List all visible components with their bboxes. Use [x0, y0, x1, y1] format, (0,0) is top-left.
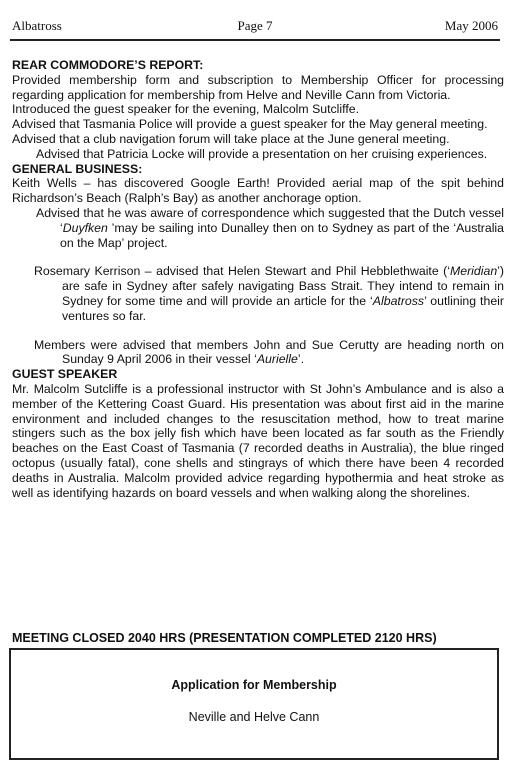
paragraph-indented: Advised that Patricia Locke will provide a presentation on her cruising experiences. — [36, 146, 488, 161]
page-header — [12, 18, 498, 38]
page-number: Page 7 — [237, 18, 273, 33]
section-heading-rear-commodore: REAR COMMODORE’S REPORT: — [12, 58, 204, 72]
meeting-closed-line: MEETING CLOSED 2040 HRS (PRESENTATION COMPLETED 2120 HRS) — [12, 631, 437, 645]
membership-box-names: Neville and Helve Cann — [188, 710, 320, 724]
section-heading-general-business: GENERAL BUSINESS: — [12, 161, 143, 176]
paragraph: Mr. Malcolm Sutcliffe is a professional instructor with St John’s Ambulance and is also a member of the Kettering Coast Guard. His presentation was about first aid in the marine environment and included changes to the resuscitation method, how to treat marine stingers such as the box jelly fish which have been located as far south as the Friendly beaches on the East Coast of Tasmania (7 recorded deaths in Australia), the blue ringed octopus (usually fatal), cone shells and stingrays of which there have been 4 recorded deaths in Australia. Malcolm provided advice regarding hypothermia and heat stroke as well as identifying hazards on board vessels and when walking along the shorelines. — [12, 381, 504, 500]
paragraph-indented: Rosemary Kerrison – advised that Helen Stewart and Phil Hebblethwaite (‘Meridian’) are safe in Sydney after safely navigating Bass Strait. They intend to remain in Sydney for some time and will provide an article for the ‘Albatross’ outlining their ventures so far. — [34, 264, 504, 323]
paragraph-indented: Advised that he was aware of correspondence which suggested that the Dutch vessel ‘Duyfken ’may be sailing into Dunalley then on to Sydney as part of the ‘Australia on the Map’ project. — [36, 205, 504, 250]
page-body — [12, 58, 504, 500]
paragraph: Introduced the guest speaker for the evening, Malcolm Sutcliffe. — [12, 102, 360, 117]
membership-box-title: Application for Membership — [171, 678, 337, 692]
publication-name: Albatross — [12, 18, 62, 33]
section-heading-guest-speaker: GUEST SPEAKER — [12, 367, 118, 382]
paragraph: Advised that a club navigation forum will take place at the June general meeting. — [12, 131, 450, 146]
paragraph: Advised that Tasmania Police will provide a guest speaker for the May general meeting. — [12, 117, 488, 132]
paragraph: Provided membership form and subscription to Membership Officer for processing regarding application for membership from Helve and Neville Cann from Victoria. — [12, 72, 504, 102]
paragraph: Keith Wells – has discovered Google Earth! Provided aerial map of the spit behind Richardson’s Beach (Ralph’s Bay) as another anchorage option. — [12, 176, 504, 206]
membership-box — [9, 648, 499, 760]
issue-date: May 2006 — [444, 18, 498, 33]
header-rule — [10, 39, 500, 41]
paragraph-indented: Members were advised that members John and Sue Cerutty are heading north on Sunday 9 April 2006 in their vessel ‘Aurielle’. — [34, 337, 504, 367]
